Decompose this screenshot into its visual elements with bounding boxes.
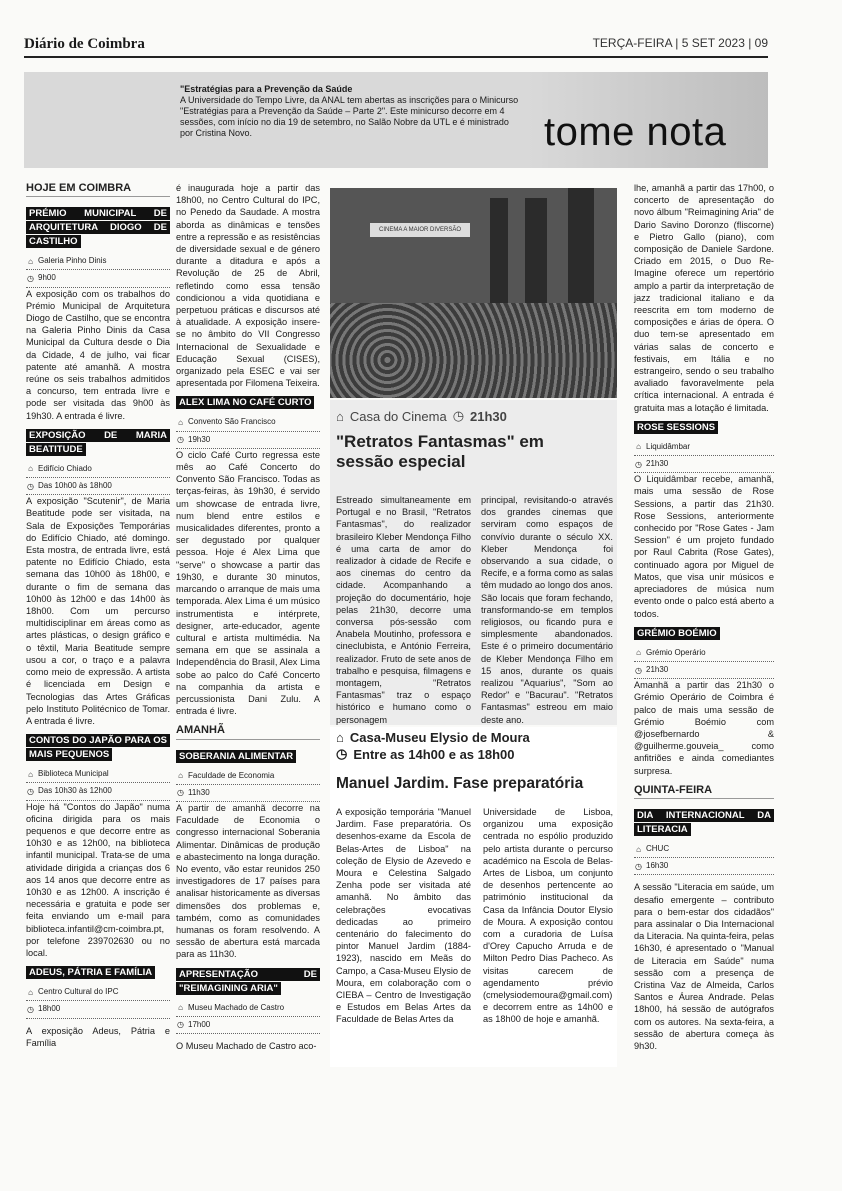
event-time: ◷ Das 10h30 às 12h00	[26, 783, 170, 800]
banner-text: A Universidade do Tempo Livre, da ANAL tem abertas as inscrições para o Minicurso "Estratégias para a Prevenção da Saúde – Parte 2". Este minicurso decorre em 4 sessões, com início no dia 19 de setembro, no Salão Nobre da UTL e é ministrado por Cristina Novo.	[180, 95, 519, 138]
cinema-kicker: ⌂ Casa do Cinema ◷ 21h30	[336, 408, 507, 424]
clock-icon: ◷	[635, 861, 642, 871]
event-time: ◷ 21h30	[634, 456, 774, 473]
event-title: GRÉMIO BOÉMIO	[634, 627, 720, 640]
event-place: ⌂ Convento São Francisco	[176, 414, 320, 431]
section-hoje: HOJE EM COIMBRA	[26, 182, 170, 197]
banner-title: "Estratégias para a Prevenção da Saúde	[180, 84, 353, 94]
location-icon: ⌂	[178, 771, 183, 781]
event-text: A exposição com os trabalhos do Prémio Municipal de Arquitetura Diogo de Castilho, que se encontra na Galeria Pinho Dinis da Casa Municipal da Cultura desde o Dia da Cidade, 4 de julho, vai ficar patente até amanhã. A mostra reúne os seis trabalhos admitidos a concurso, tem entrada livre e pode ser visitada das 9h00 às 19h30. A entrada é livre.	[26, 288, 170, 421]
event-text: A partir de amanhã decorre na Faculdade de Economia o congresso internacional Soberania Alimentar. Dinâmicas de produção e abastecimento na longa duração. No evento, vão estar reunidos 250 investigadores de 17 países para analisar historicamente as diversas dimensões dos problemas e, também, como as comunidades humanas os foram resolvendo. A sessão de abertura está marcada para as 11h30.	[176, 802, 320, 960]
clock-icon: ◷	[336, 746, 348, 761]
location-icon: ⌂	[178, 1003, 183, 1013]
newspaper-title: Diário de Coimbra	[24, 36, 145, 52]
event-time: ◷ 18h00	[26, 1001, 170, 1018]
event-place: ⌂ Faculdade de Economia	[176, 768, 320, 785]
cinema-col-b: principal, revisitando-o através dos grandes cinemas que serviram como espaços de convívio durante o século XX. Kleber Mendonça foi observando a sua cidade, o Recife, e a forma como as salas têm mudado ao longo dos anos. São locais que foram fechando, transformando-se em templos religiosos, ou ficando pura e simplesmente abandonados. Este é o primeiro documentário de Kleber Mendonça Filho em 15 anos, durante os quais realizou "Aquarius", "Som ao Redor" e "Bacurau". "Retratos Fantasmas" estreou em maio deste ano.	[481, 495, 613, 725]
location-icon: ⌂	[178, 418, 183, 428]
event-time: ◷ 17h00	[176, 1017, 320, 1034]
column-4	[634, 182, 774, 1059]
location-icon: ⌂	[636, 844, 641, 854]
cinema-headline: "Retratos Fantasmas" em sessão especial	[336, 432, 544, 471]
event-text: O Liquidâmbar recebe, amanhã, mais uma sessão de Rose Sessions, a partir das 21h30. Rose Sessions, anteriormente conhecido por "Rose Gates - Jam Session" é um projeto fundado por Raul Cabrita (Rose Gates), continuado agora por Miguel de Matos, que visa unir músicos e apreciadores de música num evento onde o palco está aberto a todos.	[634, 474, 774, 619]
column-1	[26, 182, 170, 1056]
event-text: O ciclo Café Curto regressa este mês ao Café Concerto do Convento São Francisco. Todas as terças-feiras, às 19h30, é servido um showcase de entrada livre, num blend entre estilos e musicalidades diferentes, pronto a ser degustado por qualquer pessoa. Hoje é Alex Lima que "serve" o showcase a partir das 19h30, e durante 30 minutos, marcando o arranque de mais uma temporada. Alex Lima é um músico instrumentista e intérprete, designer, arte-educador, agente cultural e artista multimédia. Na semana em que se assinala a Independência do Brasil, Alex Lima sobe ao palco do Café Concerto na companhia da artista e percussionista Dani Zulu. A entrada é livre.	[176, 449, 320, 717]
clock-icon: ◷	[27, 786, 34, 796]
event-place: ⌂ Biblioteca Municipal	[26, 766, 170, 783]
event-time: ◷ 16h30	[634, 858, 774, 875]
clock-icon: ◷	[177, 788, 184, 798]
event-text: Hoje há "Contos do Japão" numa oficina dirigida para os mais pequenos e que decorre entre as 10h30 e as 12h00, na biblioteca infantil municipal. Trata-se de uma atividade dirigida a crianças dos 6 aos 14 anos que decorre entre as 10h30 e as 12h00. A inscrição é necessária e gratuita e pode ser feita enviando um e-mail para biblioteca.infantil@cm-coimbra.pt, por telefone 239702630 ou no local.	[26, 801, 170, 958]
event-title: APRESENTAÇÃO DE "REIMAGINING ARIA"	[176, 968, 320, 995]
museu-col-b: Universidade de Lisboa, organizou uma exposição centrada no espólio produzido pelo artista durante o percurso académico na Escola de Belas-Artes de Lisboa, um conjunto de desenhos pertencente ao património institucional da Casa da Infância Doutor Elysio de Moura. A exposição contou com a curadoria de Luísa d'Orey Capucho Arruda e de Milton Pedro Dias Pacheco. As visitas carecem de agendamento prévio (cmelysiodemoura@gmail.com) e decorrem entre as 14h00 e as 18h00 de hoje e amanhã.	[483, 807, 613, 1025]
clock-icon: ◷	[452, 408, 465, 423]
event-time: ◷ 19h30	[176, 432, 320, 449]
event-title: CONTOS DO JAPÃO PARA OS MAIS PEQUENOS	[26, 734, 170, 761]
column-2	[176, 182, 320, 1059]
home-icon: ⌂	[336, 408, 344, 424]
cinema-sign: CINEMA A MAIOR DIVERSÃO	[370, 223, 470, 237]
event-place: ⌂ Galeria Pinho Dinis	[26, 253, 170, 270]
continued-text: é inaugurada hoje a partir das 18h00, no Centro Cultural do IPC, no Penedo da Saudade. A mostra aborda as dinâmicas e tensões entre a repressão e as resistências de diversidade sexual e de género durante a ditadura e após a Revolução de 25 de Abril, refletindo como essa tensão condicionou a vida quotidiana e perpetuou práticas e discursos até à atualidade. A exposição insere-se no âmbito do VII Congresso Internacional de Sexualidade e Educação Sexual (CISES), organizado pela ESEC e vai ser apresentada por Filomena Teixeira.	[176, 183, 320, 389]
event-time: ◷ 9h00	[26, 270, 170, 287]
museu-headline: Manuel Jardim. Fase preparatória	[336, 775, 584, 792]
museu-col-a: A exposição temporária "Manuel Jardim. Fase preparatória. Os desenhos-exame da Escola de Belas-Artes de Lisboa" na coleção de Elysio de Azevedo e Moura e Celestina Salgado Zenha pode ser visitada até amanhã. No âmbito das celebrações evocativas dedicadas ao primeiro centenário do falecimento do pintor Manuel Jardim (1884-1923), nascido em Meãs do Campo, a Casa-Museu Elysio de Moura, em colaboração com o CIEBA – Centro de Investigação e Estudos em Belas Artes da Faculdade de Belas Artes da	[336, 807, 471, 1025]
date-page: TERÇA-FEIRA | 5 SET 2023 | 09	[592, 36, 768, 50]
clock-icon: ◷	[635, 459, 642, 469]
museu-kicker-time: ◷ Entre as 14h00 e as 18h00	[336, 746, 515, 762]
event-text: A exposição "Scutenir", de Maria Beatitude pode ser visitada, na Sala de Exposições Temporárias do Edifício Chiado, até domingo. Esta mostra, de entrada livre, está patente no Edifício Chiado, esta semana das 10h00 às 18h00, e durante o fim de semana das 10h00 às 12h00 e das 14h00 às 18h00. Com um percurso multidisciplinar em áreas como as artes plásticas, o design gráfico e o têxtil, Maria Beatitude sempre usou a cor, o traço e a palavra como meio de expressão. A artista é licenciada em Design e Tecnologias das Artes Gráficas pelo Instituto Politécnico de Tomar. A entrada é livre.	[26, 496, 170, 726]
event-title: EXPOSIÇÃO DE MARIA BEATITUDE	[26, 429, 170, 456]
event-place: ⌂ Grémio Operário	[634, 645, 774, 662]
event-title: PRÉMIO MUNICIPAL DE ARQUITETURA DIOGO DE CASTILHO	[26, 207, 170, 248]
event-time: ◷ 21h30	[634, 662, 774, 679]
location-icon: ⌂	[28, 464, 33, 474]
location-icon: ⌂	[636, 648, 641, 658]
cinema-col-a: Estreado simultaneamente em Portugal e no Brasil, "Retratos Fantasmas", do realizador brasileiro Kleber Mendonça Filho é uma carta de amor do realizador à cidade de Recife e aos cinemas do centro da cidade. Acompanhando a projeção do documentário, hoje pelas 21h30, decorre uma conversa pós-sessão com Anabela Moutinho, professora e cineclubista, e António Ferreira, realizador. Fruto de sete anos de trabalho e pesquisa, filmagens e montagem, "Retratos Fantasmas" traz o espaço histórico e humano como o personagem	[336, 495, 471, 725]
event-title: ROSE SESSIONS	[634, 421, 718, 434]
event-text: O Museu Machado de Castro aco-	[176, 1040, 317, 1051]
clock-icon: ◷	[635, 665, 642, 675]
event-title: SOBERANIA ALIMENTAR	[176, 750, 296, 763]
location-icon: ⌂	[28, 256, 33, 266]
event-time: ◷ 11h30	[176, 785, 320, 802]
clock-icon: ◷	[177, 435, 184, 445]
event-title: ALEX LIMA NO CAFÉ CURTO	[176, 396, 314, 409]
cinema-photo	[330, 188, 617, 398]
event-title: DIA INTERNACIONAL DA LITERACIA	[634, 809, 774, 836]
tome-nota-heading: tome nota	[544, 110, 727, 154]
event-place: ⌂ CHUC	[634, 841, 774, 858]
event-text: Amanhã a partir das 21h30 o Grémio Operário de Coimbra é palco de mais uma sessão de Grémio Boémio com @josefbernardo & @guilherme.gouveia_ como anfitriões e ainda comediantes surpresa.	[634, 680, 774, 776]
section-amanha: AMANHÃ	[176, 724, 320, 739]
event-text: A sessão "Literacia em saúde, um desafio emergente – contributo para o bem-estar dos cidadãos" para assinalar o Dia Internacional da Literacia. Na quinta-feira, pelas 16h30, é apresentado o "Manual de Literacia em Saúde" numa sessão com a presença de Cristina Vaz de Almeida, Carlos Santos e Áurea Andrade. Pelas 18h00, há sessão de autógrafos com os autores. Na sexta-feira, a sessão de abertura começa às 9h30.	[634, 882, 774, 1051]
event-place: ⌂ Centro Cultural do IPC	[26, 984, 170, 1001]
home-icon: ⌂	[336, 730, 344, 745]
section-quinta: QUINTA-FEIRA	[634, 784, 774, 799]
location-icon: ⌂	[636, 442, 641, 452]
museu-kicker-venue: ⌂ Casa-Museu Elysio de Moura	[336, 730, 530, 745]
event-title: ADEUS, PÁTRIA E FAMÍLIA	[26, 966, 155, 979]
photo-crowd	[330, 303, 617, 398]
masthead-rule	[24, 56, 768, 58]
clock-icon: ◷	[27, 274, 34, 283]
event-place: ⌂ Liquidâmbar	[634, 439, 774, 456]
clock-icon: ◷	[177, 1020, 184, 1030]
clock-icon: ◷	[27, 1004, 34, 1014]
location-icon: ⌂	[28, 769, 33, 779]
event-time: ◷ Das 10h00 às 18h00	[26, 478, 170, 495]
event-text: A exposição Adeus, Pátria e Família	[26, 1025, 170, 1048]
clock-icon: ◷	[27, 481, 34, 491]
continued-text: lhe, amanhã a partir das 17h00, o concerto de apresentação do novo álbum "Reimagining Aria" de Dario Savino Doronzo (fliscorne) e Pietro Gallo (piano), com composição de Daniele Sardone. Criado em 2015, o Duo Re-Imagine oferece um repertório amplo a partir da interpretação de jazz tradicional italiano e da reescrita em tom moderno de composições e árias de ópera. O duo tem-se apresentado em várias salas de concerto e festivais, em Itália e no estrangeiro, sendo o seu trabalho avaliado favoravelmente pela crítica internacional. A entrada é gratuita mas a lotação é limitada.	[634, 183, 774, 413]
location-icon: ⌂	[28, 987, 33, 997]
event-place: ⌂ Museu Machado de Castro	[176, 1000, 320, 1017]
event-place: ⌂ Edifício Chiado	[26, 461, 170, 478]
